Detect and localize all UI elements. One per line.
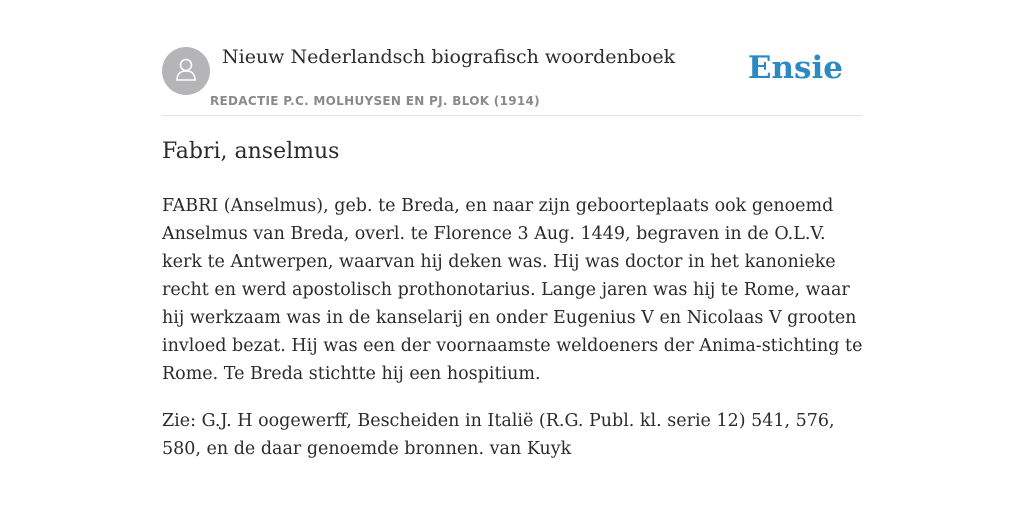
entry-paragraph: FABRI (Anselmus), geb. te Breda, en naar zijn geboorteplaats ook genoemd Anselmus van Breda, overl. te Florence 3 Aug. 1449, begraven in de O.L.V. kerk te Antwerpen, waarvan hij deken was. Hij was doctor in het kanonieke recht en werd apostolisch prothonotarius. Lange jaren was hij te Rome, waar hij werkzaam was in de kanselarij en onder Eugenius V en Nicolaas V grooten invloed bezat. Hij was een der voornaamste weldoeners der Anima-stichting te Rome. Te Breda stichtte hij een hospitium. (162, 196, 863, 384)
source-header (162, 40, 862, 116)
source-editors: REDACTIE P.C. MOLHUYSEN EN PJ. BLOK (1914) (210, 94, 540, 108)
source-title[interactable]: Nieuw Nederlandsch biografisch woordenboek (222, 46, 676, 68)
user-icon (172, 55, 200, 88)
brand-logo[interactable]: Ensie (747, 50, 843, 86)
avatar[interactable] (162, 47, 210, 95)
entry-reference: Zie: G.J. H oogewerff, Bescheiden in Italië (R.G. Publ. kl. serie 12) 541, 576, 580, en de daar genoemde bronnen. van Kuyk (162, 411, 835, 459)
entry-title: Fabri, anselmus (162, 139, 340, 164)
